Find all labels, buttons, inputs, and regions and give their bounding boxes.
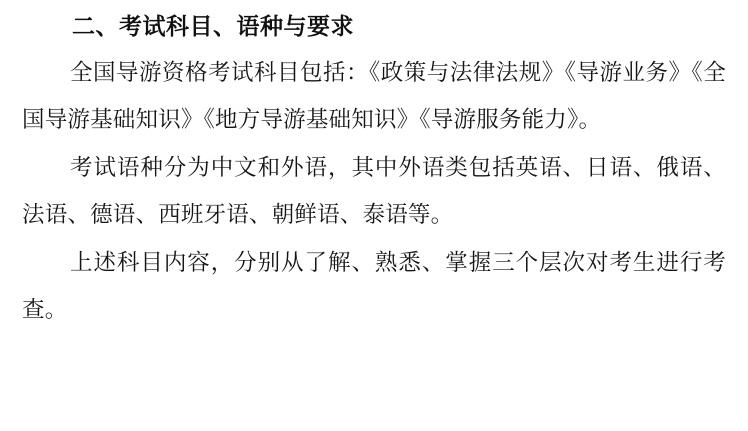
section-heading: 二、考试科目、语种与要求 <box>72 14 354 40</box>
paragraph-exam-subjects: 全国导游资格考试科目包括：《政策与法律法规》《导游业务》《全国导游基础知识》《地方导游基础知识》《导游服务能力》。 <box>22 60 726 133</box>
paragraph-exam-levels: 上述科目内容，分别从了解、熟悉、掌握三个层次对考生进行考查。 <box>22 250 726 323</box>
paragraph-exam-languages: 考试语种分为中文和外语，其中外语类包括英语、日语、俄语、法语、德语、西班牙语、朝鲜语、泰语等。 <box>22 155 726 228</box>
